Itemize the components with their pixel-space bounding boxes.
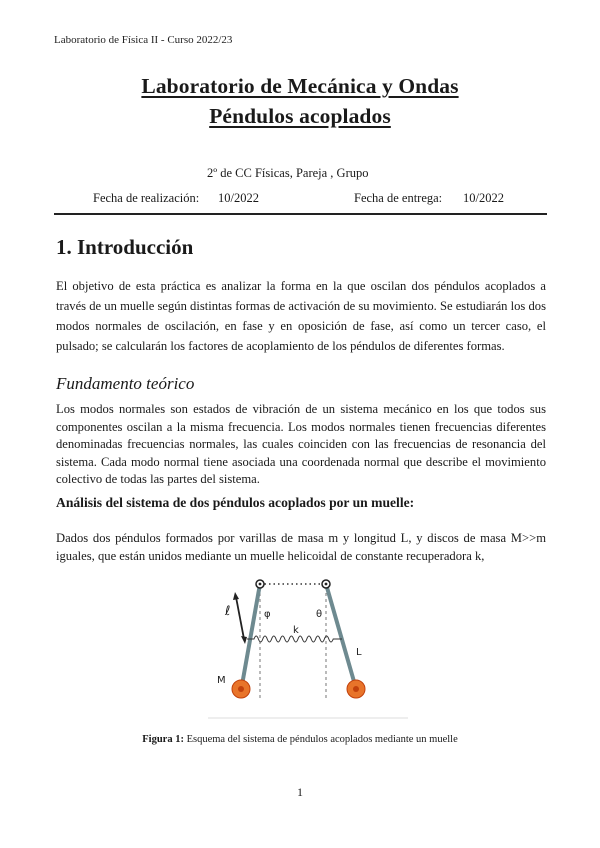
coupled-pendulums-figure — [190, 575, 415, 723]
document-subtitle: Péndulos acoplados — [209, 104, 391, 128]
figure-caption-text: Esquema del sistema de péndulos acoplados mediante un muelle — [183, 734, 458, 745]
label-M: M — [217, 675, 226, 686]
document-title: Laboratorio de Mecánica y Ondas — [141, 74, 459, 98]
subsection-heading-fundamento: Fundamento teórico — [56, 374, 195, 393]
fundamento-paragraph: Los modos normales son estados de vibración de un sistema mecánico en los que todos sus componentes oscilan a la misma frecuencia. Los modos normales tienen frecuencias diferentes denominadas frecuencias normales, las cuales coinciden con las frecuencias de resonancia del sistema. Cada modo normal tiene asociada una coordenada normal que describe el movimiento colectivo de todas las partes del sistema. — [56, 402, 546, 486]
course-line: 2º de CC Físicas, Pareja , Grupo — [207, 166, 369, 180]
right-pendulum-rod — [326, 584, 355, 685]
fecha-entrega-label: Fecha de entrega: — [354, 191, 443, 205]
left-pendulum-rod — [242, 584, 260, 685]
ell-arrow-head-bottom — [241, 636, 247, 644]
ell-arrow — [236, 597, 244, 639]
page-number: 1 — [297, 785, 303, 799]
label-phi: φ — [264, 609, 271, 620]
label-ell: ℓ — [225, 604, 231, 619]
label-theta: θ — [316, 609, 323, 620]
header-divider — [54, 213, 547, 215]
subsection-heading-analisis: Análisis del sistema de dos péndulos acoplados por un muelle: — [56, 495, 415, 510]
running-header: Laboratorio de Física II - Curso 2022/23 — [54, 34, 233, 46]
coupling-spring — [247, 636, 342, 642]
ell-arrow-head-top — [233, 592, 239, 600]
intro-paragraph: El objetivo de esta práctica es analizar la forma en la que oscilan dos péndulos acoplados a través de un muelle según distintas formas de activación de su movimiento. Se estudiarán los dos modos normales de oscilación, en fase y en oposición de fase, así como un tercer caso, el pulsado; se calcularán los factores de acoplamiento de los péndulos de diferentes formas. — [56, 279, 546, 353]
label-k: k — [293, 625, 299, 636]
figure-caption-label: Figura 1: — [142, 734, 184, 745]
section-heading-introduccion: 1. Introducción — [56, 235, 194, 259]
fecha-realizacion-value: 10/2022 — [218, 191, 259, 205]
figure-caption — [0, 734, 600, 745]
analisis-paragraph: Dados dos péndulos formados por varillas de masa m y longitud L, y discos de masa M>>m iguales, que están unidos mediante un muelle helicoidal de constante recuperadora k, — [56, 531, 546, 563]
label-L: L — [356, 647, 362, 658]
fecha-entrega-value: 10/2022 — [463, 191, 504, 205]
fecha-realizacion-label: Fecha de realización: — [93, 191, 200, 205]
